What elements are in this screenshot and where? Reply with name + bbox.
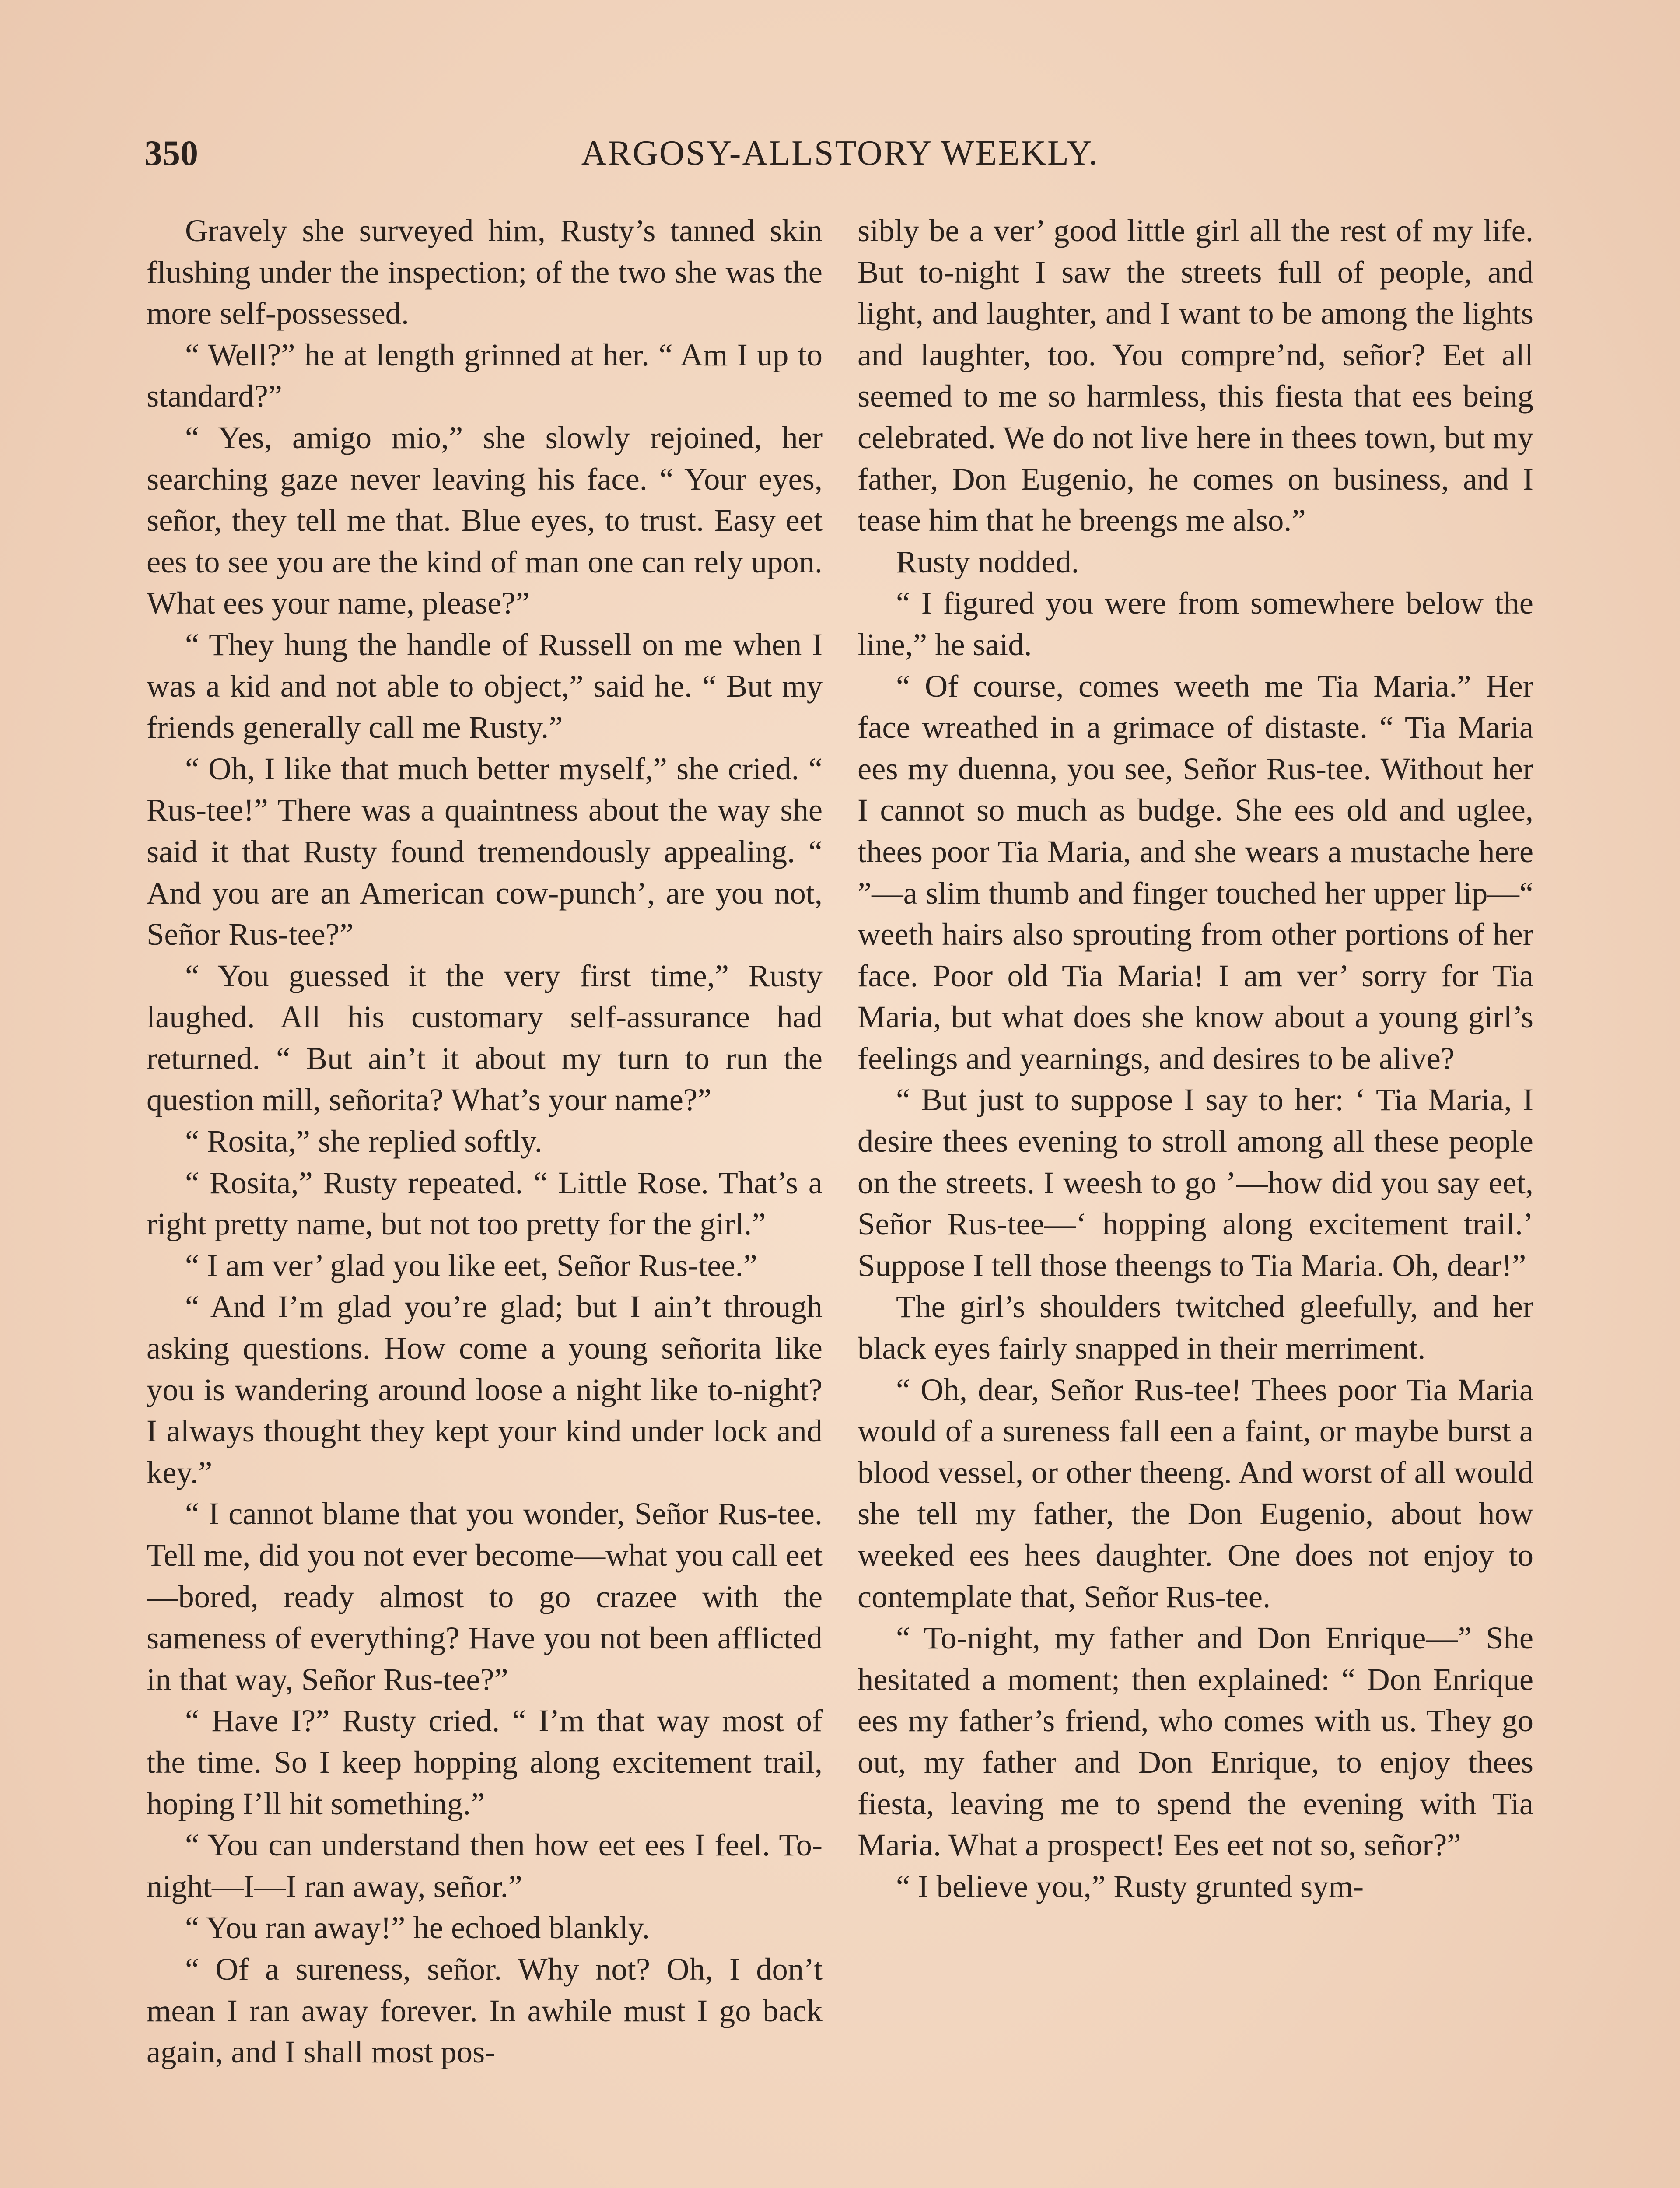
page-header: [144, 127, 1536, 179]
paragraph: “ I cannot blame that you wonder, Señor Rus-tee. Tell me, did you not ever become—what you call eet—bored, ready almost to go crazee with the sameness of everything? Have you not been afflicted in that way, Señor Rus-tee?”: [147, 1496, 822, 1697]
paragraph: “ Have I?” Rusty cried. “ I’m that way most of the time. So I keep hopping along excitement trail, hoping I’ll hit something.”: [147, 1703, 822, 1821]
page-number: 350: [144, 133, 198, 173]
paragraph: “ To-night, my father and Don Enrique—” She hesitated a moment; then explained: “ Don Enrique ees my father’s friend, who comes with us. They go out, my father and Don Enrique, to enjoy thees fiesta, leaving me to spend the evening with Tia Maria. What a prospect! Ees eet not so, señor?”: [858, 1620, 1533, 1863]
paragraph: Gravely she surveyed him, Rusty’s tanned skin flushing under the inspection; of the two she was the more self-possessed.: [147, 213, 822, 331]
paragraph: “ Oh, dear, Señor Rus-tee! Thees poor Tia Maria would of a sureness fall een a faint, or maybe burst a blood vessel, or other theeng. And worst of all would she tell my father, the Don Eugenio, about how weeked ees hees daughter. One does not enjoy to contemplate that, Señor Rus-tee.: [858, 1371, 1533, 1614]
paragraph: “ They hung the handle of Russell on me when I was a kid and not able to object,” said he. “ But my friends generally call me Rusty.”: [147, 626, 822, 745]
paragraph: “ Of course, comes weeth me Tia Maria.” Her face wreathed in a grimace of distaste. “ Tia Maria ees my duenna, you see, Señor Rus-tee. Without her I cannot so much as budge. She ees old and uglee, thees poor Tia Maria, and she wears a mustache here ”—a slim thumb and finger touched her upper lip—“ weeth hairs also sprouting from other portions of her face. Poor old Tia Maria! I am ver’ sorry for Tia Maria, but what does she know about a young girl’s feelings and yearnings, and desires to be alive?: [858, 668, 1533, 1076]
paragraph: “ You can understand then how eet ees I feel. To-night—I—I ran away, señor.”: [147, 1827, 822, 1904]
paragraph: “ And I’m glad you’re glad; but I ain’t through asking questions. How come a young señorita like you is wandering around loose a night like to-night? I always thought they kept your kind under lock and key.”: [147, 1289, 822, 1490]
paragraph: “ You ran away!” he echoed blankly.: [185, 1910, 650, 1946]
running-head: ARGOSY-ALLSTORY WEEKLY.: [581, 134, 1099, 172]
paragraph: “ Rosita,” Rusty repeated. “ Little Rose. That’s a right pretty name, but not too pretty for the girl.”: [147, 1164, 822, 1242]
paragraph: Rusty nodded.: [896, 543, 1079, 579]
left-column: [147, 210, 822, 2188]
paragraph: “ I figured you were from somewhere below the line,” he said.: [858, 585, 1533, 662]
paragraph: “ Well?” he at length grinned at her. “ Am I up to standard?”: [147, 337, 822, 414]
paragraph: “ But just to suppose I say to her: ‘ Tia Maria, I desire thees evening to stroll among all these people on the streets. I weesh to go ’—how did you say eet, Señor Rus-tee—‘ hopping along excitement trail.’ Suppose I tell those theengs to Tia Maria. Oh, dear!”: [858, 1082, 1533, 1283]
paragraph: “ I am ver’ glad you like eet, Señor Rus-tee.”: [185, 1247, 757, 1283]
paragraph: “ Yes, amigo mio,” she slowly rejoined, her searching gaze never leaving his face. “ Your eyes, señor, they tell me that. Blue eyes, to trust. Easy eet ees to see you are the kind of man one can rely upon. What ees your name, please?”: [147, 419, 822, 621]
paragraph: “ Of a sureness, señor. Why not? Oh, I don’t mean I ran away forever. In awhile must I go back again, and I shall most pos-: [147, 1951, 822, 2070]
right-column: [858, 210, 1533, 2188]
paragraph: “ Rosita,” she replied softly.: [185, 1123, 542, 1159]
paragraph: “ I believe you,” Rusty grunted sym-: [896, 1868, 1364, 1904]
paragraph: “ You guessed it the very first time,” Rusty laughed. All his customary self-assurance had returned. “ But ain’t it about my turn to run the question mill, señorita? What’s your name?”: [147, 957, 822, 1118]
paragraph: “ Oh, I like that much better myself,” she cried. “ Rus-tee!” There was a quaintness about the way she said it that Rusty found tremendously appealing. “ And you are an American cow-punch’, are you not, Señor Rus-tee?”: [147, 750, 822, 952]
paragraph-continuation: sibly be a ver’ good little girl all the rest of my life. But to-night I saw the streets full of people, and light, and laughter, and I want to be among the lights and laughter, too. You compre’nd, señor? Eet all seemed to me so harmless, this fiesta that ees being celebrated. We do not live here in thees town, but my father, Don Eugenio, he comes on business, and I tease him that he breengs me also.”: [858, 213, 1533, 538]
paragraph: The girl’s shoulders twitched gleefully, and her black eyes fairly snapped in their merriment.: [858, 1289, 1533, 1366]
